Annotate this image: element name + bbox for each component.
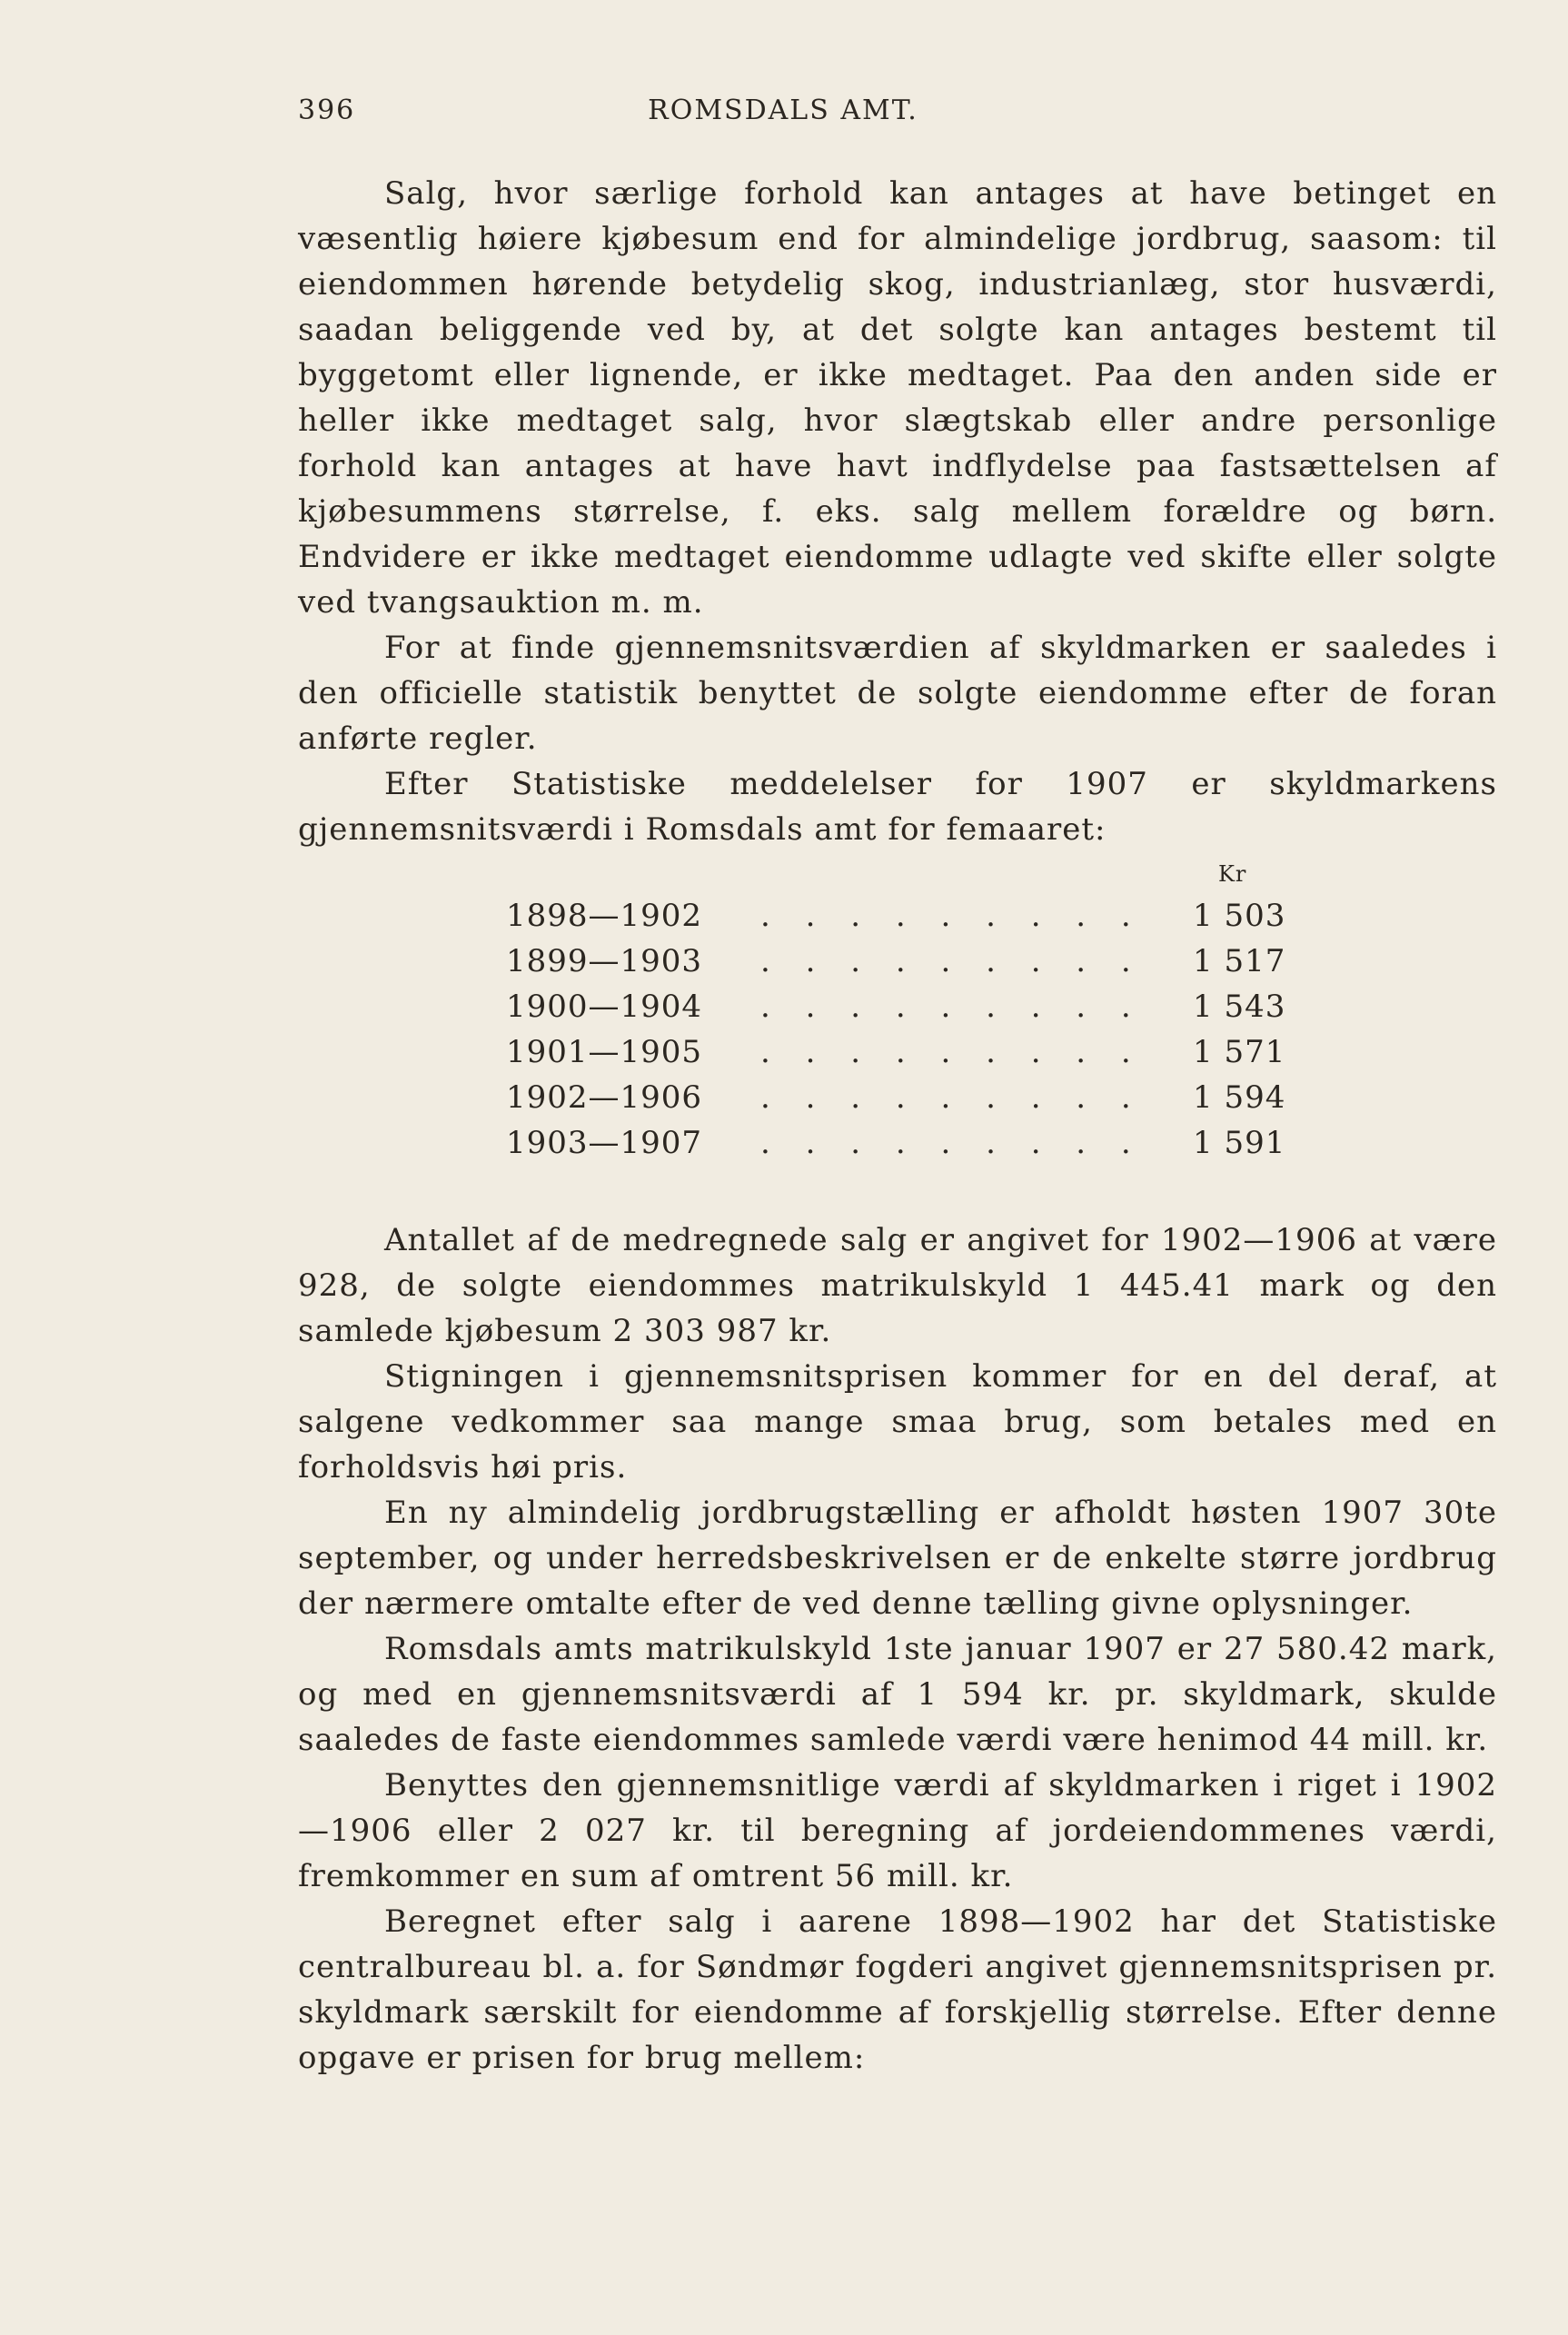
- value: 1 503: [1193, 898, 1286, 934]
- paragraph: Benyttes den gjennemsnitlige værdi af skyldmarken i riget i 1902—1906 eller 2 027 kr. til beregning af jordeiendommenes værdi, fremkommer en sum af omtrent 56 mill. kr.: [298, 1767, 1497, 1894]
- period: 1900—1904: [506, 989, 703, 1025]
- paragraph: Beregnet efter salg i aarene 1898—1902 har det Statistiske centralbureau bl. a. for Søndmør fogderi angivet gjennemsnitsprisen pr. skyldmark særskilt for eiendomme af forskjellig størrelse. Efter denne opgave er prisen for brug mellem:: [298, 1903, 1497, 2076]
- leader-dots: . . . . . . . . .: [760, 898, 1144, 934]
- leader-dots: . . . . . . . . .: [760, 1079, 1144, 1116]
- period: 1902—1906: [506, 1079, 703, 1116]
- text-block-top: [298, 171, 1497, 852]
- value: 1 594: [1193, 1079, 1286, 1116]
- period: 1901—1905: [506, 1034, 703, 1070]
- table-row: [506, 1125, 1287, 1170]
- period: 1903—1907: [506, 1125, 703, 1161]
- leader-dots: . . . . . . . . .: [760, 1034, 1144, 1070]
- page-header: [298, 94, 1268, 131]
- leader-dots: . . . . . . . . .: [760, 943, 1144, 979]
- table-row: [506, 989, 1287, 1034]
- value: 1 571: [1193, 1034, 1286, 1070]
- value: 1 543: [1193, 989, 1286, 1025]
- paragraph: Efter Statistiske meddelelser for 1907 er skyldmarkens gjennemsnitsværdi i Romsdals amt for femaaret:: [298, 766, 1497, 848]
- paragraph: Stigningen i gjennemsnitsprisen kommer for en del deraf, at salgene vedkommer saa mange smaa brug, som betales med en forholdsvis høi pris.: [298, 1358, 1497, 1485]
- period: 1898—1902: [506, 898, 703, 934]
- leader-dots: . . . . . . . . .: [760, 1125, 1144, 1161]
- table-row: [506, 898, 1287, 943]
- paragraph: Antallet af de medregnede salg er angivet for 1902—1906 at være 928, de solgte eiendommes matrikulskyld 1 445.41 mark og den samlede kjøbesum 2 303 987 kr.: [298, 1222, 1497, 1349]
- unit-label: Kr: [1218, 861, 1247, 887]
- page-number: 396: [298, 94, 356, 126]
- table-row: [506, 943, 1287, 989]
- table-row: [506, 1034, 1287, 1079]
- value: 1 517: [1193, 943, 1286, 979]
- running-title: ROMSDALS AMT.: [648, 94, 918, 126]
- paragraph: For at finde gjennemsnitsværdien af skyldmarken er saaledes i den officielle statistik benyttet de solgte eiendomme efter de foran anførte regler.: [298, 630, 1497, 757]
- text-block-bottom: [298, 1217, 1497, 2081]
- leader-dots: . . . . . . . . .: [760, 989, 1144, 1025]
- paragraph: Romsdals amts matrikulskyld 1ste januar 1907 er 27 580.42 mark, og med en gjennemsnitsværdi af 1 594 kr. pr. skyldmark, skulde saaledes de faste eiendommes samlede værdi være henimod 44 mill. kr.: [298, 1631, 1497, 1758]
- period: 1899—1903: [506, 943, 703, 979]
- table-row: [506, 1079, 1287, 1125]
- paragraph: Salg, hvor særlige forhold kan antages at have betinget en væsentlig høiere kjøbesum end for almindelige jordbrug, saasom: til eiendommen hørende betydelig skog, industrianlæg, stor husværdi, saadan beliggende ved by, at det solgte kan antages bestemt til byggetomt eller lignende, er ikke medtaget. Paa den anden side er heller ikke medtaget salg, hvor slægtskab eller andre personlige forhold kan antages at have havt indflydelse paa fastsættelsen af kjøbesummens størrelse, f. eks. salg mellem forældre og børn. Endvidere er ikke medtaget eiendomme udlagte ved skifte eller solgte ved tvangsauktion m. m.: [298, 175, 1497, 621]
- paragraph: En ny almindelig jordbrugstælling er afholdt høsten 1907 30te september, og under herredsbeskrivelsen er de enkelte større jordbrug der nærmere omtalte efter de ved denne tælling givne oplysninger.: [298, 1495, 1497, 1622]
- value: 1 591: [1193, 1125, 1286, 1161]
